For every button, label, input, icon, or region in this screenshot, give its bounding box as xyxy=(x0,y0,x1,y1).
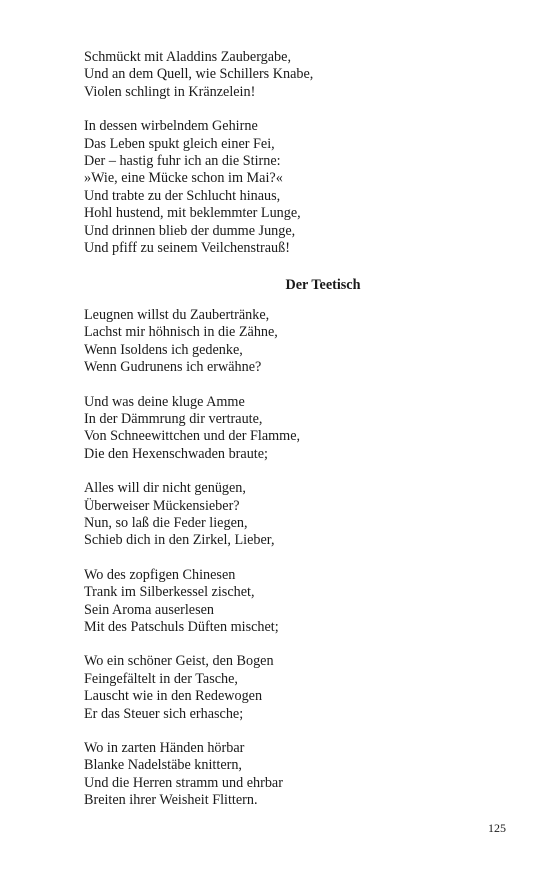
verse-line: Die den Hexenschwaden braute; xyxy=(84,445,268,462)
verse-line: Feingefältelt in der Tasche, xyxy=(84,670,238,687)
verse-line: Und trabte zu der Schlucht hinaus, xyxy=(84,187,281,204)
verse-line: Wo in zarten Händen hörbar xyxy=(84,740,245,756)
verse-line: Wenn Gudrunens ich erwähne? xyxy=(84,359,262,376)
stanza-5 xyxy=(84,653,484,723)
verse-line: Alles will dir nicht genügen, xyxy=(84,480,246,497)
verse-line: Lachst mir höhnisch in die Zähne, xyxy=(84,324,278,341)
verse-line: Das Leben spukt gleich einer Fei, xyxy=(84,135,275,152)
verse-line: Breiten ihrer Weisheit Flittern. xyxy=(84,792,258,809)
stanza-gap xyxy=(84,636,484,653)
poem-title: Der Teetisch xyxy=(285,277,361,294)
stanza-gap xyxy=(84,463,484,480)
verse-line: Sein Aroma auserlesen xyxy=(84,601,215,618)
stanza-3 xyxy=(84,480,484,550)
verse-line: Wo ein schöner Geist, den Bogen xyxy=(84,653,274,670)
stanza-continued xyxy=(84,49,484,101)
stanza-6 xyxy=(84,740,484,810)
verse-line: Und was deine kluge Amme xyxy=(84,393,245,410)
verse-line: Und pfiff zu seinem Veilchenstrauß! xyxy=(84,240,290,257)
verse-line: Schieb dich in den Zirkel, Lieber, xyxy=(84,532,275,549)
stanza-gap xyxy=(84,550,484,567)
stanza-gap xyxy=(84,101,484,118)
verse-line: Hohl hustend, mit beklemmter Lunge, xyxy=(84,205,301,222)
stanza-4 xyxy=(84,567,484,637)
verse-line: Und die Herren stramm und ehrbar xyxy=(84,774,283,791)
verse-line: Schmückt mit Aladdins Zaubergabe, xyxy=(84,49,291,65)
verse-line: Und an dem Quell, wie Schillers Knabe, xyxy=(84,66,314,83)
verse-line: Trank im Silberkessel zischet, xyxy=(84,584,255,601)
poem-text-block xyxy=(84,49,484,810)
verse-line: In der Dämmrung dir vertraute, xyxy=(84,410,263,427)
page-number: 125 xyxy=(488,821,506,835)
verse-line: Und drinnen blieb der dumme Junge, xyxy=(84,222,296,239)
verse-line: Blanke Nadelstäbe knittern, xyxy=(84,757,242,774)
verse-line: »Wie, eine Mücke schon im Mai?« xyxy=(84,170,283,187)
verse-line: Violen schlingt in Kränzelein! xyxy=(84,83,256,100)
stanza-gap xyxy=(84,377,484,394)
verse-line: Der – hastig fuhr ich an die Stirne: xyxy=(84,153,281,170)
verse-line: Von Schneewittchen und der Flamme, xyxy=(84,428,301,445)
verse-line: Nun, so laß die Feder liegen, xyxy=(84,514,248,531)
stanza-gehirne xyxy=(84,118,484,257)
verse-line: Wenn Isoldens ich gedenke, xyxy=(84,341,243,358)
stanza-1 xyxy=(84,307,484,377)
verse-line: Lauscht wie in den Redewogen xyxy=(84,688,263,705)
verse-line: Er das Steuer sich erhasche; xyxy=(84,705,244,722)
verse-line: Wo des zopfigen Chinesen xyxy=(84,566,236,583)
verse-line: Mit des Patschuls Düften mischet; xyxy=(84,618,279,635)
verse-line: Leugnen willst du Zaubertränke, xyxy=(84,306,270,323)
stanza-2 xyxy=(84,394,484,464)
stanza-gap xyxy=(84,723,484,740)
verse-line: Überweiser Mückensieber? xyxy=(84,497,240,514)
verse-line: In dessen wirbelndem Gehirne xyxy=(84,118,258,135)
